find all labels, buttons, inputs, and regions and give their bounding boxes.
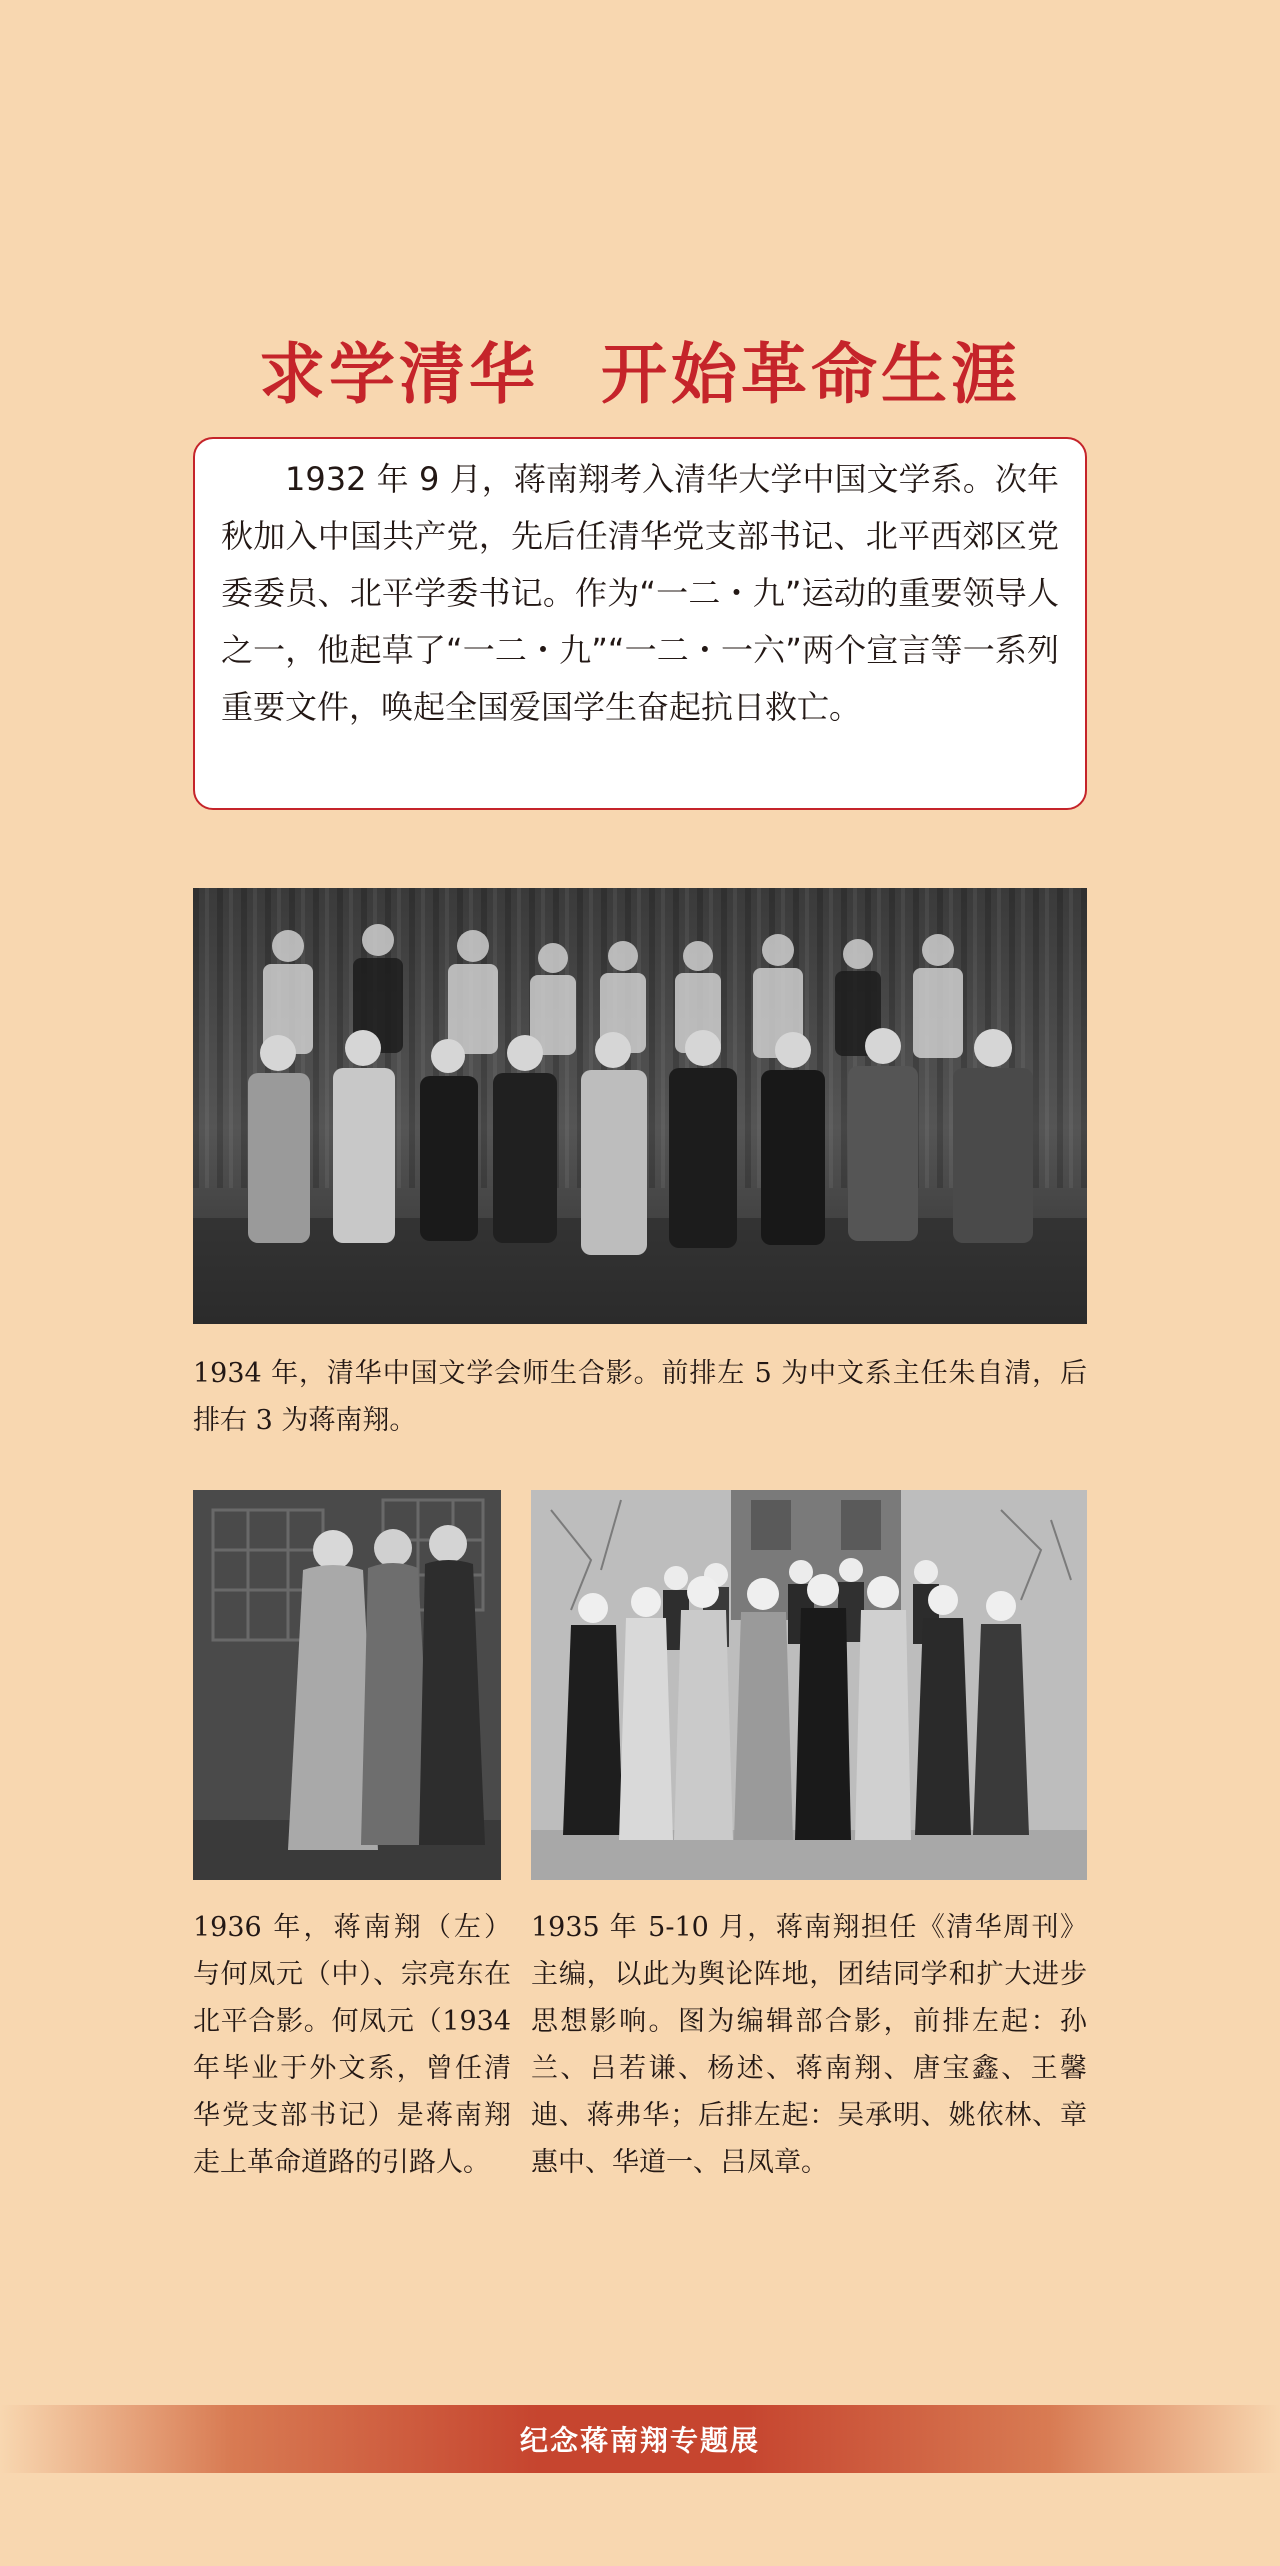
- photo-1935-editorial-board: [531, 1490, 1087, 1880]
- photo-caption-1934: 1934 年，清华中国文学会师生合影。前排左 5 为中文系主任朱自清，后排右 3 为蒋南翔。: [193, 1358, 1087, 1436]
- group-photo-1934: [193, 888, 1087, 1324]
- intro-box: [193, 437, 1087, 810]
- photo-1935-image: [531, 1490, 1087, 1880]
- page-title: [0, 326, 1280, 422]
- photo-caption-1935: 1935 年 5-10 月，蒋南翔担任《清华周刊》主编，以此为舆论阵地，团结同学和扩大进步思想影响。图为编辑部合影，前排左起：孙兰、吕若谦、杨述、蒋南翔、唐宝鑫、王馨迪、蒋弗华；后排左起：吴承明、姚依林、章惠中、华道一、吕凤章。: [531, 1912, 1087, 2178]
- footer-band: [0, 2405, 1280, 2473]
- footer-label: 纪念蒋南翔专题展: [519, 2424, 760, 2457]
- title-part-1: 求学清华: [259, 335, 539, 414]
- title-part-2: 开始革命生涯: [601, 335, 1021, 414]
- photo-caption-1936: 1936 年，蒋南翔（左）与何凤元（中）、宗亮东在北平合影。何凤元（1934 年毕业于外文系，曾任清华党支部书记）是蒋南翔走上革命道路的引路人。: [193, 1912, 511, 2178]
- photo-1936-three-people: [193, 1490, 501, 1880]
- group-photo-1934-image: [193, 888, 1087, 1324]
- intro-text: 1932 年 9 月，蒋南翔考入清华大学中国文学系。次年秋加入中国共产党，先后任清华党支部书记、北平西郊区党委委员、北平学委书记。作为“一二・九”运动的重要领导人之一，他起草了“一二・九”“一二・一六”两个宣言等一系列重要文件，唤起全国爱国学生奋起抗日救亡。: [221, 460, 1059, 726]
- photo-1936-image: [193, 1490, 501, 1880]
